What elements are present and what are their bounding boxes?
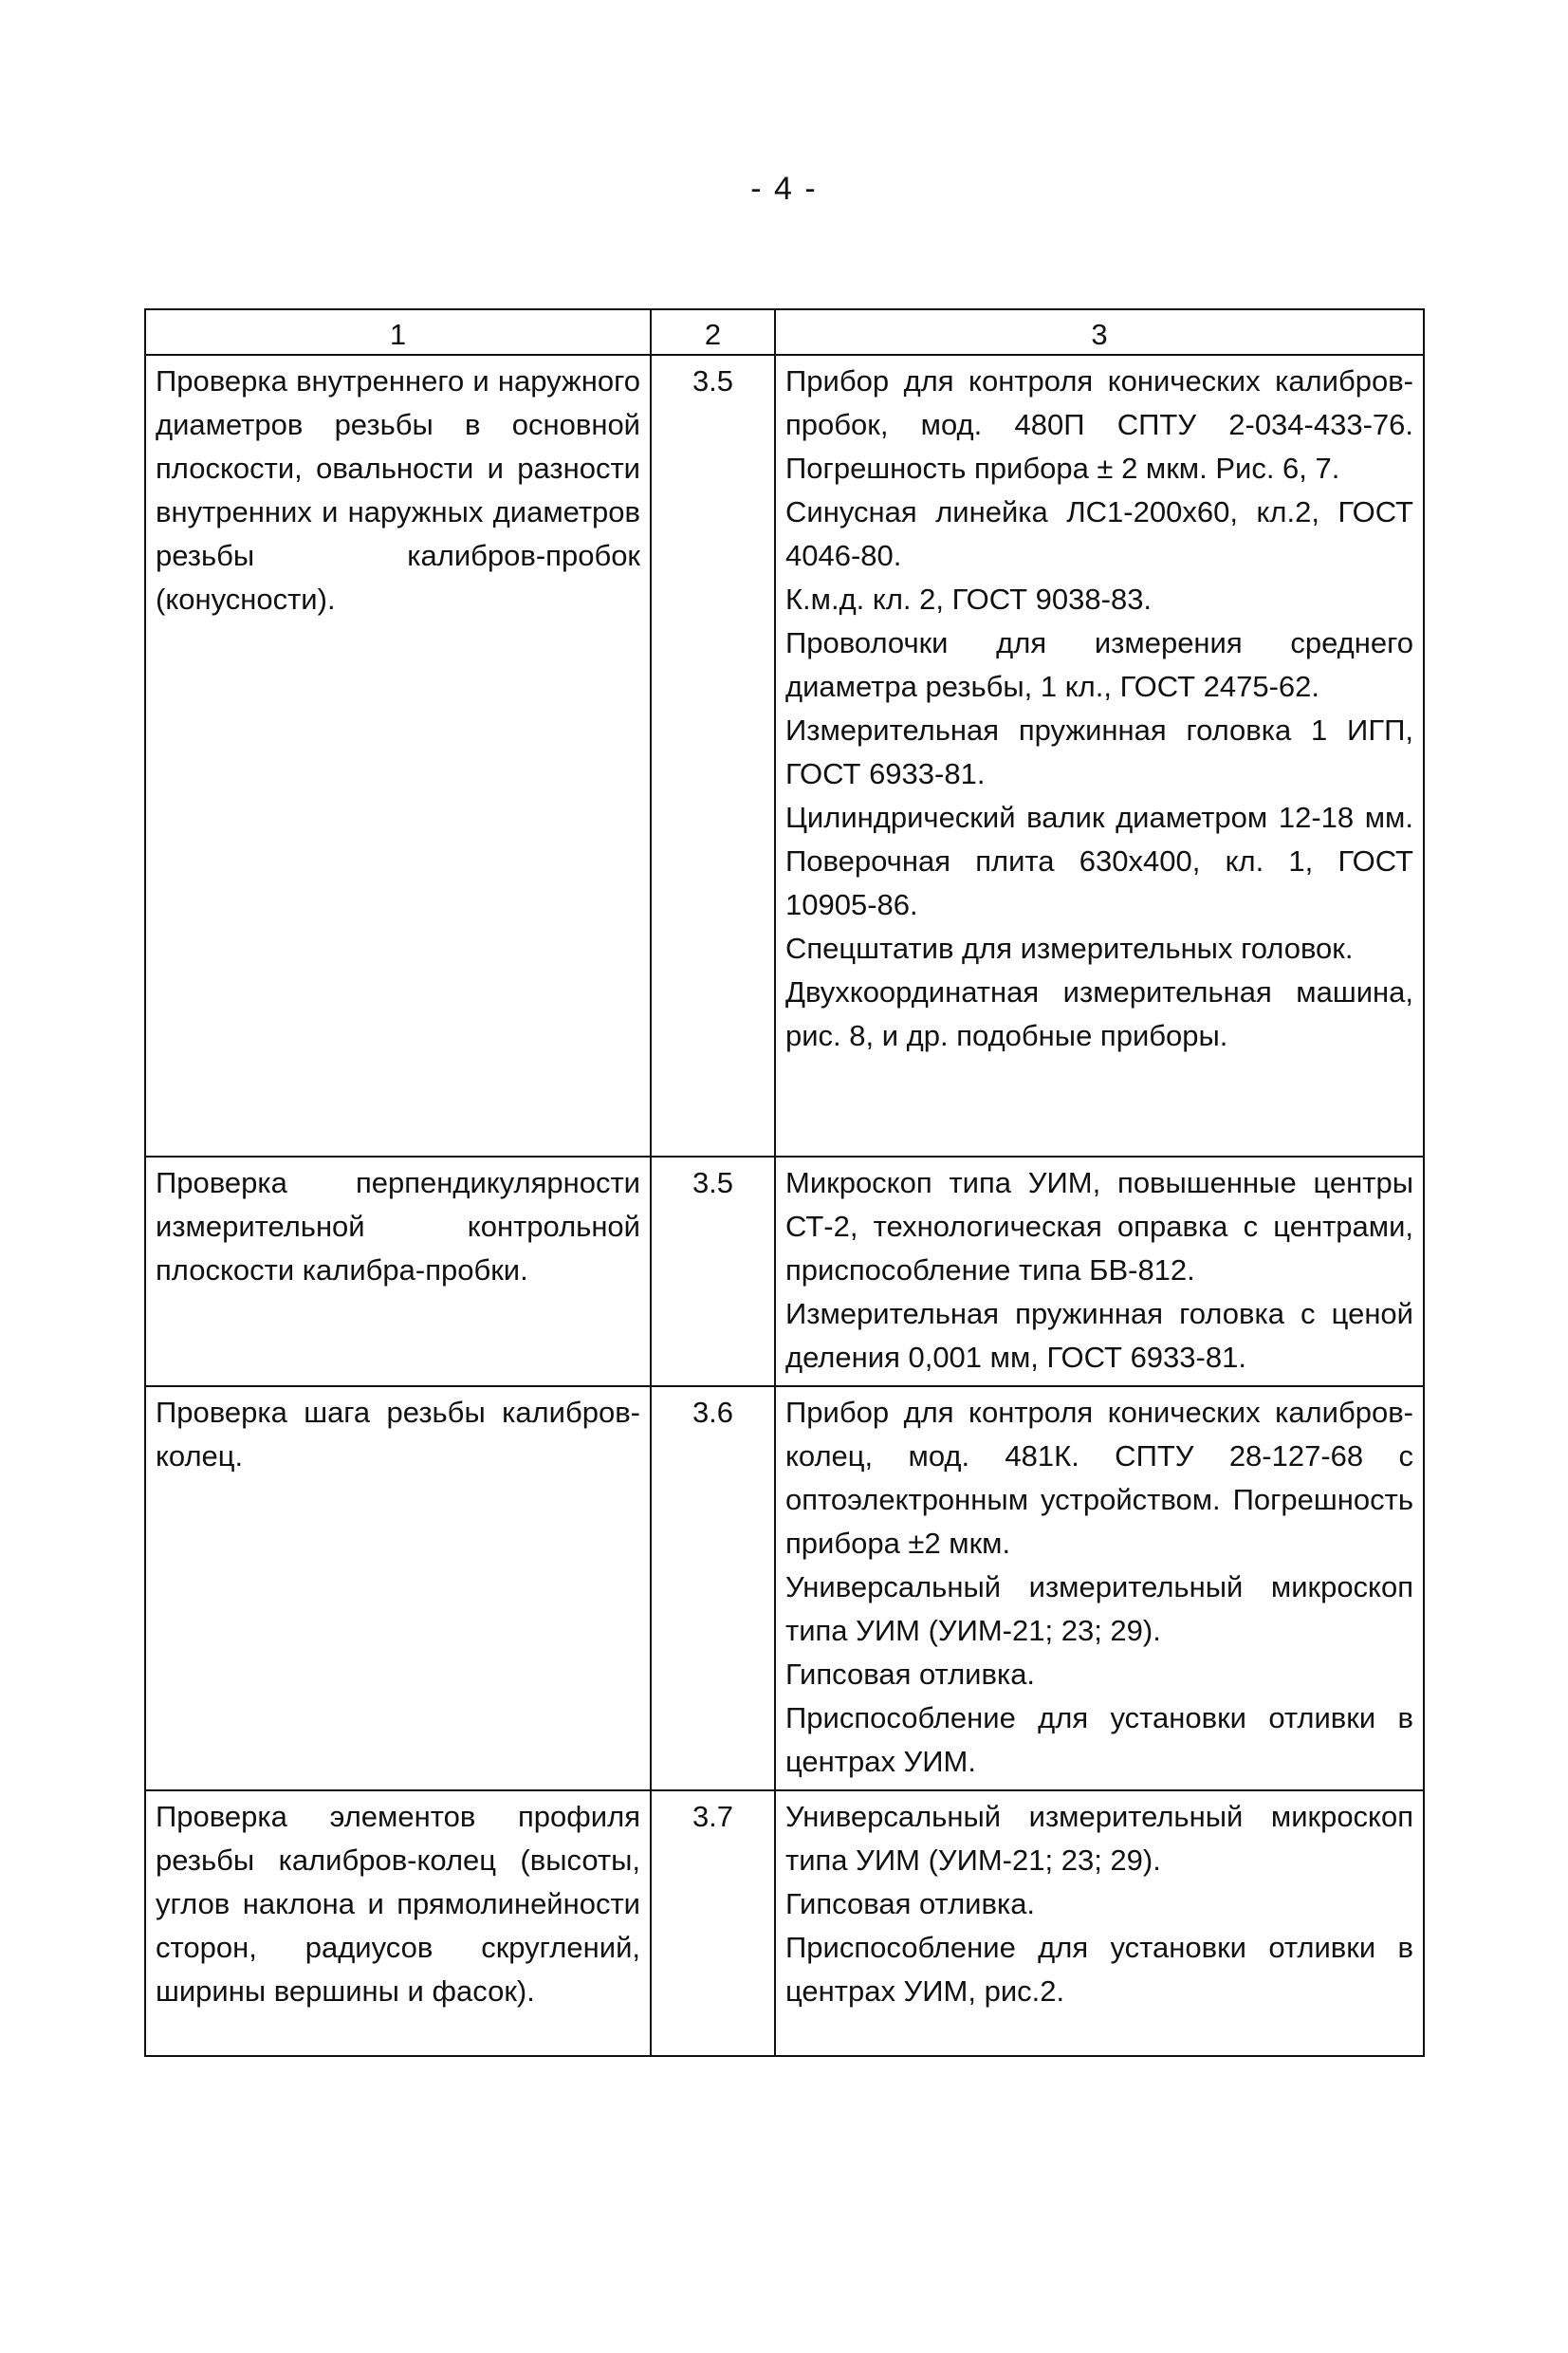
- equipment-cell: [775, 1790, 1424, 2056]
- column-header-2: 2: [651, 309, 775, 355]
- equipment-item: К.м.д. кл. 2, ГОСТ 9038-83.: [785, 583, 1153, 616]
- page-number: - 4 -: [750, 171, 818, 207]
- equipment-table: [144, 308, 1425, 2057]
- equipment-item: Универсальный измерительный микроскоп типа УИМ (УИМ-21; 23; 29).: [785, 1570, 1413, 1647]
- equipment-item: Проволочки для измерения среднего диаметра резьбы, 1 кл., ГОСТ 2475-62.: [785, 626, 1413, 703]
- table-row: [145, 355, 1424, 1157]
- equipment-item: Прибор для контроля конических калибров-пробок, мод. 480П СПТУ 2-034-433-76. Погрешность прибора ± 2 мкм. Рис. 6, 7.: [785, 364, 1413, 485]
- section-number: 3.7: [651, 1790, 775, 2056]
- equipment-cell: [775, 355, 1424, 1157]
- equipment-item: Гипсовая отливка.: [785, 1887, 1036, 1920]
- table-header-row: [145, 309, 1424, 355]
- equipment-item: Универсальный измерительный микроскоп типа УИМ (УИМ-21; 23; 29).: [785, 1800, 1413, 1877]
- equipment-cell: [775, 1157, 1424, 1386]
- equipment-item: Микроскоп типа УИМ, повышенные центры СТ-2, технологическая оправка с центрами, приспособление типа БВ-812.: [785, 1166, 1413, 1287]
- check-description: Проверка внутреннего и наружного диаметров резьбы в основной плоскости, овальности и разности внутренних и наружных диаметров резьбы калибров-пробок (конусности).: [145, 355, 651, 1157]
- equipment-item: Приспособление для установки отливки в центрах УИМ, рис.2.: [785, 1931, 1413, 2008]
- equipment-item: Цилиндрический валик диаметром 12-18 мм. Поверочная плита 630х400, кл. 1, ГОСТ 10905-86.: [785, 801, 1413, 921]
- column-header-3: 3: [775, 309, 1424, 355]
- check-description: Проверка элементов профиля резьбы калибров-колец (высоты, углов наклона и прямолинейности сторон, радиусов скруглений, ширины вершины и фасок).: [145, 1790, 651, 2056]
- table-row: [145, 1790, 1424, 2056]
- section-number: 3.5: [651, 1157, 775, 1386]
- equipment-item: Измерительная пружинная головка 1 ИГП, ГОСТ 6933-81.: [785, 713, 1413, 790]
- equipment-item: Двухкоординатная измерительная машина, рис. 8, и др. подобные приборы.: [785, 975, 1413, 1052]
- equipment-item: Приспособление для установки отливки в центрах УИМ.: [785, 1701, 1413, 1778]
- equipment-item: Гипсовая отливка.: [785, 1658, 1036, 1691]
- equipment-item: Синусная линейка ЛС1-200х60, кл.2, ГОСТ 4046-80.: [785, 495, 1413, 572]
- column-header-1: 1: [145, 309, 651, 355]
- equipment-item: Спецштатив для измерительных головок.: [785, 932, 1354, 965]
- table-row: [145, 1157, 1424, 1386]
- table-row: [145, 1386, 1424, 1790]
- equipment-cell: [775, 1386, 1424, 1790]
- check-description: Проверка перпендикулярности измерительной контрольной плоскости калибра-пробки.: [145, 1157, 651, 1386]
- section-number: 3.5: [651, 355, 775, 1157]
- equipment-item: Измерительная пружинная головка с ценой деления 0,001 мм, ГОСТ 6933-81.: [785, 1297, 1413, 1374]
- equipment-item: Прибор для контроля конических калибров-колец, мод. 481К. СПТУ 28-127-68 с оптоэлектронным устройством. Погрешность прибора ±2 мкм.: [785, 1396, 1413, 1560]
- check-description: Проверка шага резьбы калибров-колец.: [145, 1386, 651, 1790]
- section-number: 3.6: [651, 1386, 775, 1790]
